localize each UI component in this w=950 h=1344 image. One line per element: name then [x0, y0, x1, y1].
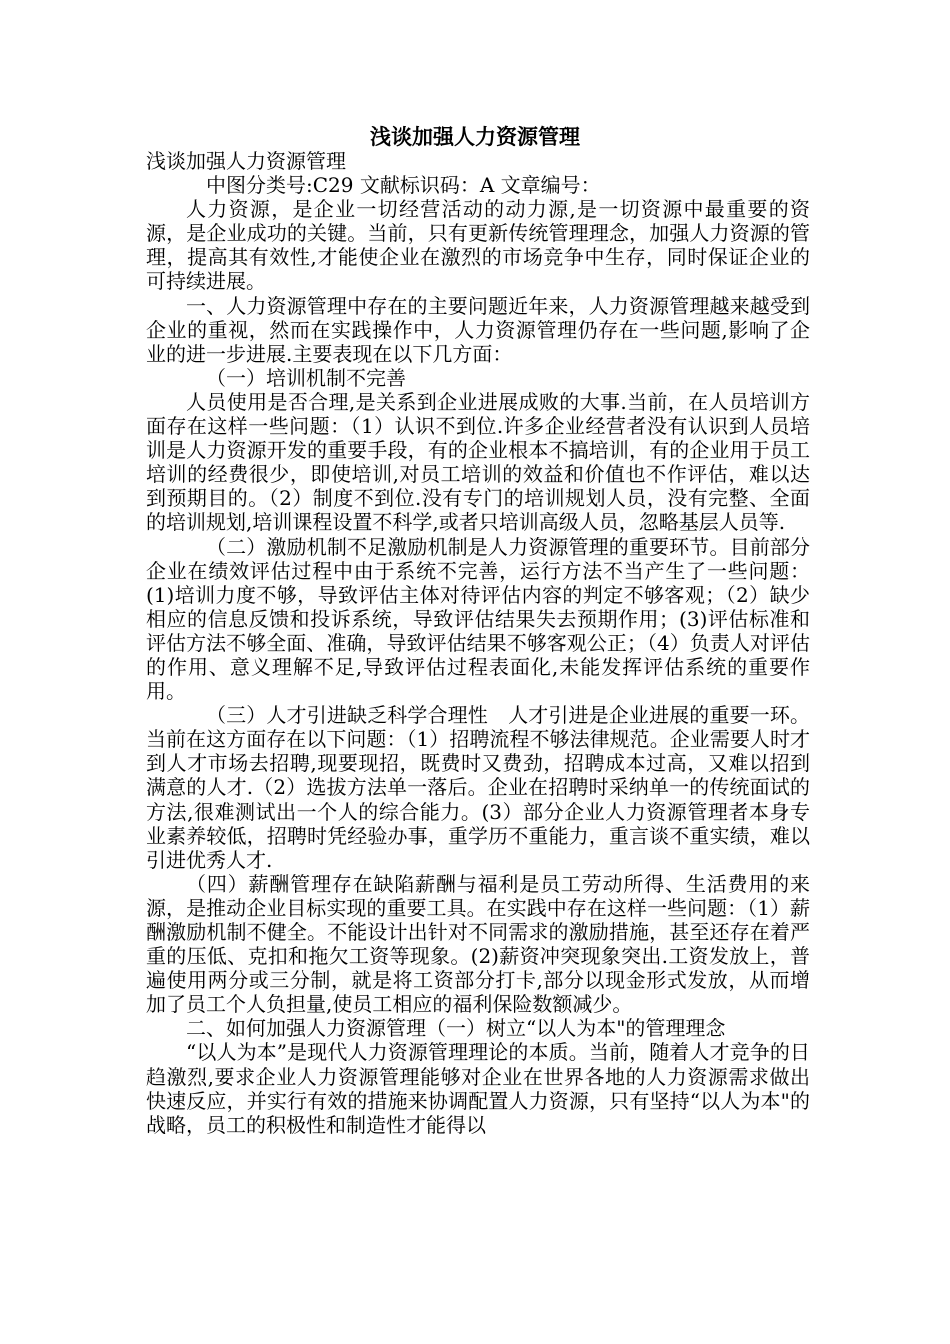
document-title: 浅谈加强人力资源管理 — [370, 125, 580, 149]
paragraph-people-oriented: “以人为本”是现代人力资源管理理论的本质。当前，随着人才竞争的日趋激烈,要求企业人力资源管理能够对企业在世界各地的人力资源需求做出快速反应，并实行有效的措施来协调配置人力资源，只有坚持“以人为本"的战略，员工的积极性和制造性才能得以 — [146, 1040, 810, 1137]
classification-line: 中图分类号:C29 文献标识码：A 文章编号： — [206, 173, 601, 198]
document-subtitle: 浅谈加强人力资源管理 — [146, 149, 346, 173]
heading-training: （一）培训机制不完善 — [206, 365, 406, 390]
paragraph-section-two: 二、如何加强人力资源管理（一）树立“以人为本"的管理理念 — [186, 1016, 726, 1041]
paragraph-recruitment: （三）人才引进缺乏科学合理性 人才引进是企业进展的重要一环。当前在这方面存在以下问题：（1）招聘流程不够法律规范。企业需要人时才到人才市场去招聘,现要现招，既费时又费劲，招聘成本过高，又难以招到满意的人才.（2）选拔方法单一落后。企业在招聘时采纳单一的传统面试的方法,很难测试出一个人的综合能力。(3）部分企业人力资源管理者本身专业素养较低，招聘时凭经验办事，重学历不重能力，重言谈不重实绩，难以引进优秀人才. — [146, 703, 810, 872]
paragraph-salary: （四）薪酬管理存在缺陷薪酬与福利是员工劳动所得、生活费用的来源，是推动企业目标实现的重要工具。在实践中存在这样一些问题：（1）薪酬激励机制不健全。不能设计出针对不同需求的激励措施，甚至还存在着严重的压低、克扣和拖欠工资等现象。(2)薪资冲突现象突出.工资发放上，普遍使用两分或三分制，就是将工资部分打卡,部分以现金形式发放，从而增加了员工个人负担量,使员工相应的福利保险数额减少。 — [146, 871, 810, 1017]
document-body — [146, 149, 810, 1137]
paragraph-section-one: 一、人力资源管理中存在的主要问题近年来，人力资源管理越来越受到企业的重视，然而在实践操作中，人力资源管理仍存在一些问题,影响了企业的进一步进展.主要表现在以下几方面： — [146, 293, 810, 366]
paragraph-incentive: （二）激励机制不足激励机制是人力资源管理的重要环节。目前部分企业在绩效评估过程中由于系统不完善，运行方法不当产生了一些问题：(1)培训力度不够，导致评估主体对待评估内容的判定不够客观；（2）缺少相应的信息反馈和投诉系统，导致评估结果失去预期作用；(3)评估标准和评估方法不够全面、准确，导致评估结果不够客观公正；（4）负责人对评估的作用、意义理解不足,导致评估过程表面化,未能发挥评估系统的重要作用。 — [146, 534, 810, 704]
paragraph-training: 人员使用是否合理,是关系到企业进展成败的大事.当前，在人员培训方面存在这样一些问题：（1）认识不到位.许多企业经营者没有认识到人员培训是人力资源开发的重要手段，有的企业根本不搞培训，有的企业用于员工培训的经费很少，即使培训,对员工培训的效益和价值也不作评估，难以达到预期目的。（2）制度不到位.没有专门的培训规划人员，没有完整、全面的培训规划,培训课程设置不科学,或者只培训高级人员，忽略基层人员等. — [146, 389, 810, 535]
paragraph-intro: 人力资源，是企业一切经营活动的动力源,是一切资源中最重要的资源，是企业成功的关键。当前，只有更新传统管理理念，加强人力资源的管理，提高其有效性,才能使企业在激烈的市场竞争中生存，同时保证企业的可持续进展。 — [146, 197, 810, 294]
